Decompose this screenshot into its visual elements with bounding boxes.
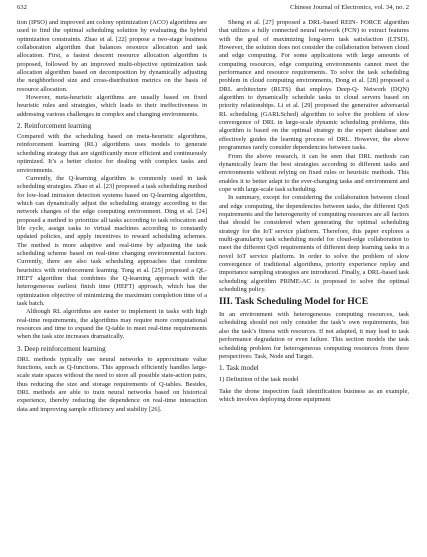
running-header [17, 3, 409, 13]
paragraph: Although RL algorithms are easier to implement in tasks with high real-time requirements, the algorithms may require more computational resources and time to expand the Q-table to meet real-time requirements when the task size increases dramatically. [17, 308, 207, 341]
paragraph: Compared with the scheduling based on meta-heuristic algorithms, reinforcement learning (RL) algorithms uses models to generate scheduling strategy that are significantly more efficient and continuously optimized. It’s a better choice for dealing with complex tasks and environments. [17, 133, 207, 174]
journal-title: Chinese Journal of Electronics, vol. 34, no. 2 [290, 4, 409, 11]
paragraph: In an environment with heterogeneous computing resources, task scheduling should not only consider the task’s own requirements, but also the task’s fitness with resources. If not adapted, it may lead to task performance degradation or even failure. This section models the task scheduling problem for heterogeneous computing resources from three perspectives: Task, Node and Target. [219, 311, 409, 360]
section-heading: III. Task Scheduling Model for HCE [219, 296, 369, 308]
left-column [17, 19, 207, 414]
subsection-heading-task-model: 1. Task model [219, 364, 259, 373]
item-heading: 1) Definition of the task model [219, 376, 299, 384]
paragraph: Take the drone inspection fault identification business as an example, which involves deploying drone equipment [219, 387, 409, 404]
paragraph: From the above research, it can be seen that DRL methods can dynamically learn the best strategies according to different tasks and environments without relying on fixed rules or heuristic methods. This enables it to better adapt to the ever-changing tasks and environment and cope with large-scale task scheduling. [219, 152, 409, 193]
paragraph: In summary, except for considering the collaboration between cloud and edge computing, the dependencies between tasks, the different QoS requirements and the heterogeneity of computing resources are all factors that should be considered when generating the optimal scheduling strategy for the IoT service platform. Therefore, this paper explores a multi-granularity task scheduling model for cloud-edge collaboration to meet the different QoS requirements of different deep learning tasks in a novel IoT service platform. In order to solve the problem of slow convergence of traditional algorithms, priority experience replay and importance sampling strategies are introduced. Finally, a DRL-based task scheduling algorithm PRIME-AC is proposed to solve the optimal scheduling policy. [219, 194, 409, 293]
paragraph: Currently, the Q-learning algorithm is commonly used in task scheduling strategies. Zhao et al. [23] proposed a task scheduling method for low-load intrusion detection systems based on Q-learning algorithm, which can dynamically adjust the scheduling strategy according to the network changes of the edge computing environment. Ding et al. [24] proposed a method to prioritize all tasks according to task relocation and life cycle, assign tasks to virtual machines according to constantly updated policies, and apply incentives to reward scheduling schemes. The method is more adaptive and real-time by adjusting the task scheduling scheme based on real-time changing environmental factors. Currently, there are also task scheduling approaches that combine heuristics with reinforcement learning. Tong et al. [25] proposed a QL- HEFT algorithm that combines the Q-learning approach with the heterogeneous earliest finish time (HEFT) approach, which has the optimization objective of minimizing the maximum completion time of a task batch. [17, 174, 207, 307]
subsection-heading-reinforcement-learning: 2. Reinforcement learning [17, 122, 92, 131]
paragraph: tion (IPSO) and improved ant colony optimization (ACO) algorithms are used to find the optimal scheduling solution by evaluating the hybrid optimization constraints. Zhao et al. [22] propose a two-stage business collaboration algorithm that balances resource allocation and task allocation. First, a fastest descent resource allocation algorithm is proposed, followed by an improved multi-objective optimization task allocation algorithm based on decomposition by dynamically adjusting the neighborhood size and cross-distribution metrics on the basis of resource allocation. [17, 19, 207, 93]
paragraph: Sheng et al. [27] proposed a DRL-based REIN- FORCE algorithm that utilizes a fully connected neural network (FCN) to extract features with the goal of maximizing long-term task satisfaction (LTSD). However, the solution does not consider the collaboration between cloud and edge computing. For some applications with large amounts of computing resources, edge computing environments cannot meet the performance and resource requirements. To solve the task scheduling problem in cloud computing environments, Dong et al. [28] proposed a DRL architecture (RLTS) that employs Deep-Q- Network (DQN) algorithm to dynamically schedule tasks to cloud servers based on priority relationships. Li et al. [29] proposed the generative adversarial RL scheduling (GARLSched) algorithm to solve the problem of slow convergence of DRL in large-scale dynamic scheduling problems, this algorithm is based on the optimal strategy in the expert database and effectively guides the learning process of DRL. However, the above programmes rarely consider dependencies between tasks. [219, 19, 409, 152]
right-column [219, 19, 409, 404]
page-number: 632 [17, 4, 27, 11]
subsection-heading-deep-reinforcement-learning: 3. Deep reinforcement learning [17, 344, 106, 353]
paragraph: However, meta-heuristic algorithms are usually based on fixed heuristic rules and strategies, which leads to their ineffectiveness in addressing various challenges in complex and changing environments. [17, 94, 207, 118]
paragraph: DRL methods typically use neural networks to approximate value functions, such as Q-functions. This approach efficiently handles large-scale state spaces without the need to store all possible state-action pairs, thus reducing the size and storage requirements of Q-tables. Besides, DRL methods are able to train neural networks based on historical experience, thereby reducing the dependence on real-time interaction data and improving sample efficiency and stability [26]. [17, 355, 207, 413]
